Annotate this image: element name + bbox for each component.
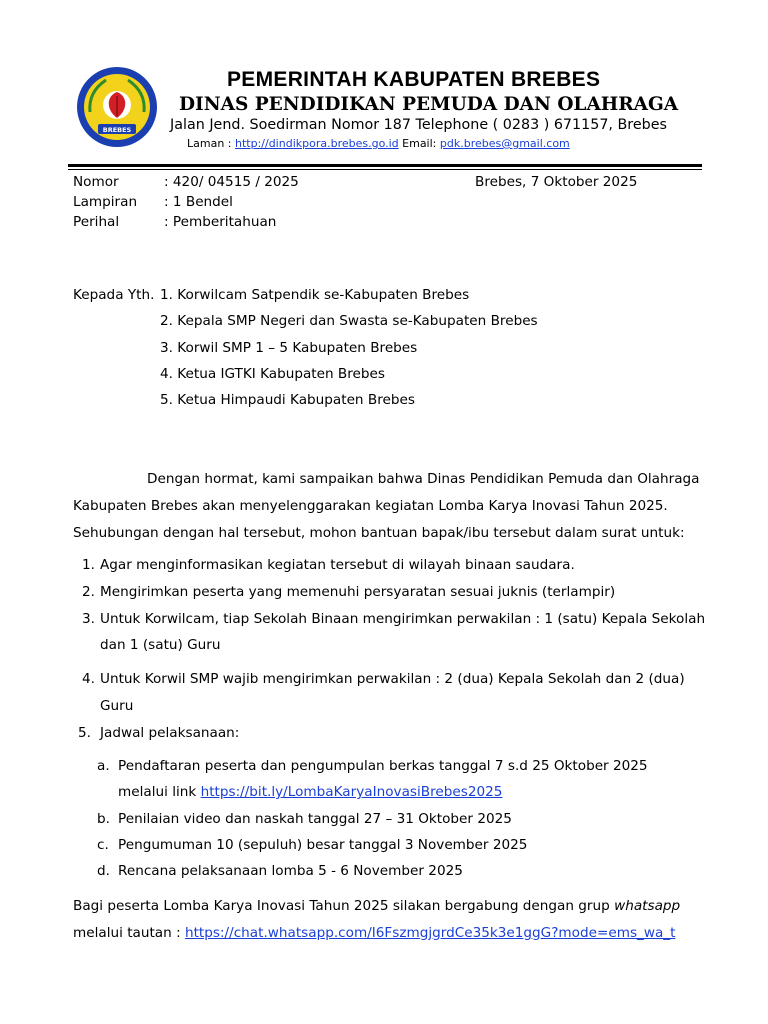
list-item-cont: Guru (100, 698, 134, 714)
emblem-text: BREBES (102, 126, 132, 134)
list-item: Untuk Korwilcam, tiap Sekolah Binaan mengirimkan perwakilan : 1 (satu) Kepala Sekolah (100, 611, 706, 627)
nomor-label: Nomor (73, 174, 119, 190)
schedule-letter: a. (97, 758, 110, 774)
closing-line (73, 897, 680, 915)
contact-line (187, 137, 570, 150)
closing-line (73, 924, 675, 942)
agency-title: DINAS PENDIDIKAN PEMUDA DAN OLAHRAGA (179, 94, 679, 115)
website-label: Laman : (187, 137, 235, 150)
letterhead-rule-thick (68, 164, 702, 167)
body-line: Sehubungan dengan hal tersebut, mohon bantuan bapak/ibu tersebut dalam surat untuk: (73, 525, 685, 541)
list-item-cont: dan 1 (satu) Guru (100, 637, 221, 653)
letterhead-rule-thin (68, 169, 702, 170)
whatsapp-link[interactable]: https://chat.whatsapp.com/I6FszmgjgrdCe35k3e1ggG?mode=ems_wa_t (184, 925, 676, 941)
list-number: 4. (82, 671, 95, 687)
registration-link[interactable]: https://bit.ly/LombaKaryaInovasiBrebes2025 (200, 784, 503, 800)
schedule-item: Penilaian video dan naskah tanggal 27 – 31 Oktober 2025 (118, 811, 512, 827)
body-line: Dengan hormat, kami sampaikan bahwa Dinas Pendidikan Pemuda dan Olahraga (147, 471, 700, 487)
agency-address: Jalan Jend. Soedirman Nomor 187 Telephone ( 0283 ) 671157, Brebes (170, 117, 667, 133)
recipient-item: 4. Ketua IGTKI Kabupaten Brebes (160, 366, 385, 382)
schedule-item: Rencana pelaksanaan lomba 5 - 6 November 2025 (118, 863, 463, 879)
email-label: Email: (398, 137, 440, 150)
lampiran-value: : 1 Bendel (164, 194, 233, 210)
recipients-label: Kepada Yth. (73, 287, 155, 303)
recipient-item: 5. Ketua Himpaudi Kabupaten Brebes (160, 392, 415, 408)
recipient-item: 3. Korwil SMP 1 – 5 Kabupaten Brebes (160, 340, 418, 356)
closing-italic: whatsapp (614, 898, 681, 914)
schedule-letter: c. (97, 837, 109, 853)
list-item: Untuk Korwil SMP wajib mengirimkan perwakilan : 2 (dua) Kepala Sekolah dan 2 (dua) (100, 671, 685, 687)
perihal-value: : Pemberitahuan (164, 214, 277, 230)
place-date: Brebes, 7 Oktober 2025 (475, 174, 638, 190)
schedule-link-prefix: melalui link (118, 784, 201, 800)
list-number: 3. (82, 611, 95, 627)
closing-prefix: melalui tautan : (73, 925, 185, 941)
nomor-value: : 420/ 04515 / 2025 (164, 174, 299, 190)
schedule-letter: d. (97, 863, 110, 879)
schedule-letter: b. (97, 811, 110, 827)
schedule-item: Pendaftaran peserta dan pengumpulan berkas tanggal 7 s.d 25 Oktober 2025 (118, 758, 648, 774)
list-item: Jadwal pelaksanaan: (100, 725, 240, 741)
recipient-item: 1. Korwilcam Satpendik se-Kabupaten Brebes (160, 287, 470, 303)
schedule-item-cont (118, 783, 502, 801)
website-link[interactable]: http://dindikpora.brebes.go.id (235, 137, 399, 150)
closing-text: Bagi peserta Lomba Karya Inovasi Tahun 2025 silakan bergabung dengan grup (73, 898, 615, 914)
list-number: 1. (82, 557, 95, 573)
perihal-label: Perihal (73, 214, 120, 230)
list-number: 5. (78, 725, 91, 741)
list-item: Agar menginformasikan kegiatan tersebut di wilayah binaan saudara. (100, 557, 575, 573)
body-line: Kabupaten Brebes akan menyelenggarakan kegiatan Lomba Karya Inovasi Tahun 2025. (73, 498, 668, 514)
recipient-item: 2. Kepala SMP Negeri dan Swasta se-Kabupaten Brebes (160, 313, 538, 329)
email-link[interactable]: pdk.brebes@gmail.com (439, 137, 570, 150)
government-title: PEMERINTAH KABUPATEN BREBES (227, 68, 601, 91)
schedule-item: Pengumuman 10 (sepuluh) besar tanggal 3 November 2025 (118, 837, 528, 853)
lampiran-label: Lampiran (73, 194, 138, 210)
brebes-emblem-icon (76, 66, 158, 148)
list-item: Mengirimkan peserta yang memenuhi persyaratan sesuai juknis (terlampir) (100, 584, 616, 600)
list-number: 2. (82, 584, 95, 600)
